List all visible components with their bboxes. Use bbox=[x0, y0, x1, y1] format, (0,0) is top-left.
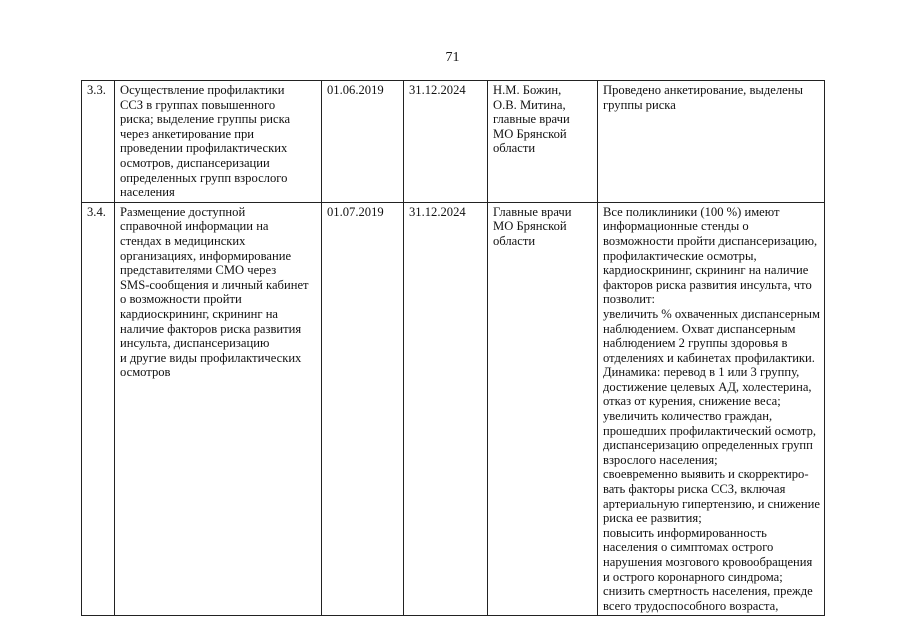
activity-table bbox=[81, 80, 825, 616]
table-row bbox=[82, 81, 825, 203]
activity-cell bbox=[115, 202, 322, 616]
result-line: вать факторы риска ССЗ, включая bbox=[603, 482, 786, 497]
responsible-line: области bbox=[493, 233, 536, 248]
activity-line: и другие виды профилактических bbox=[120, 350, 302, 365]
activity-line: осмотров, диспансеризации bbox=[120, 155, 270, 170]
result-cell bbox=[598, 202, 825, 616]
result-line: Проведено анкетирование, выделены bbox=[603, 83, 803, 97]
activity-line: SMS-сообщения и личный кабинет bbox=[120, 277, 309, 292]
result-line: взрослого населения; bbox=[603, 452, 718, 467]
activity-cell bbox=[115, 81, 322, 203]
activity-line: проведении профилактических bbox=[120, 141, 288, 156]
row-number-cell: 3.3. bbox=[82, 81, 115, 203]
activity-line: организациях, информирование bbox=[120, 248, 292, 263]
page-number: 71 bbox=[445, 50, 460, 65]
activity-line: определенных групп взрослого bbox=[120, 170, 288, 185]
result-line: населения о симптомах острого bbox=[603, 540, 774, 555]
activity-line: через анкетирование при bbox=[120, 126, 255, 141]
result-line: риска ее развития; bbox=[603, 511, 702, 526]
result-line: нарушения мозгового кровообращения bbox=[603, 555, 813, 569]
activity-line: населения bbox=[120, 185, 175, 200]
result-line: позволит: bbox=[603, 292, 656, 307]
activity-line: инсульта, диспансеризацию bbox=[120, 336, 270, 351]
activity-table-body bbox=[82, 81, 825, 616]
result-line: увеличить количество граждан, bbox=[603, 409, 773, 424]
result-line: своевременно выявить и скорректиро- bbox=[603, 467, 809, 482]
result-line: всего трудоспособного возраста, bbox=[603, 598, 779, 613]
responsible-line: главные врачи bbox=[493, 112, 570, 127]
result-line: снизить смертность населения, прежде bbox=[603, 584, 813, 599]
activity-line: справочной информации на bbox=[120, 219, 269, 234]
result-line: повысить информированность bbox=[603, 525, 767, 540]
result-line: группы риска bbox=[603, 97, 676, 112]
result-line: факторов риска развития инсульта, что bbox=[603, 277, 812, 292]
result-line: наблюдением 2 группы здоровья в bbox=[603, 336, 788, 351]
result-line: и острого коронарного синдрома; bbox=[603, 569, 783, 584]
activity-line: наличие факторов риска развития bbox=[120, 321, 302, 336]
responsible-line: области bbox=[493, 141, 536, 156]
responsible-line: МО Брянской bbox=[493, 126, 567, 141]
start-date-cell: 01.07.2019 bbox=[322, 202, 404, 616]
responsible-line: Н.М. Божин, bbox=[493, 83, 562, 97]
start-date-cell: 01.06.2019 bbox=[322, 81, 404, 203]
result-cell bbox=[598, 81, 825, 203]
result-line: артериальную гипертензию, и снижение bbox=[603, 496, 820, 511]
activity-line: о возможности пройти bbox=[120, 292, 242, 307]
result-line: достижение целевых АД, холестерина, bbox=[603, 379, 812, 394]
activity-line: кардиоскрининг, скрининг на bbox=[120, 306, 279, 321]
activity-line: ССЗ в группах повышенного bbox=[120, 97, 276, 112]
activity-line: Размещение доступной bbox=[120, 204, 246, 219]
activity-line: представителями СМО через bbox=[120, 263, 277, 278]
activity-line: осмотров bbox=[120, 365, 171, 380]
result-line: Динамика: перевод в 1 или 3 группу, bbox=[603, 365, 800, 380]
responsible-cell bbox=[488, 81, 598, 203]
row-number-cell: 3.4. bbox=[82, 202, 115, 616]
table-row bbox=[82, 202, 825, 616]
result-line: возможности пройти диспансеризацию, bbox=[603, 233, 818, 248]
result-line: профилактические осмотры, bbox=[603, 248, 757, 263]
end-date-cell: 31.12.2024 bbox=[404, 81, 488, 203]
result-line: диспансеризацию определенных групп bbox=[603, 438, 813, 453]
activity-line: риска; выделение группы риска bbox=[120, 112, 291, 127]
result-line: кардиоскрининг, скрининг на наличие bbox=[603, 263, 809, 278]
result-line: прошедших профилактический осмотр, bbox=[603, 423, 817, 438]
result-line: информационные стенды о bbox=[603, 219, 749, 234]
responsible-line: МО Брянской bbox=[493, 219, 567, 234]
result-line: увеличить % охваченных диспансерным bbox=[603, 306, 820, 321]
result-line: наблюдением. Охват диспансерным bbox=[603, 321, 796, 336]
responsible-line: О.В. Митина, bbox=[493, 97, 566, 112]
activity-line: стендах в медицинских bbox=[120, 233, 246, 248]
responsible-line: Главные врачи bbox=[493, 204, 572, 219]
result-line: Все поликлиники (100 %) имеют bbox=[603, 204, 780, 219]
result-line: отказ от курения, снижение веса; bbox=[603, 394, 781, 409]
activity-line: Осуществление профилактики bbox=[120, 83, 285, 97]
end-date-cell: 31.12.2024 bbox=[404, 202, 488, 616]
result-line: отделениях и кабинетах профилактики. bbox=[603, 350, 815, 365]
responsible-cell bbox=[488, 202, 598, 616]
